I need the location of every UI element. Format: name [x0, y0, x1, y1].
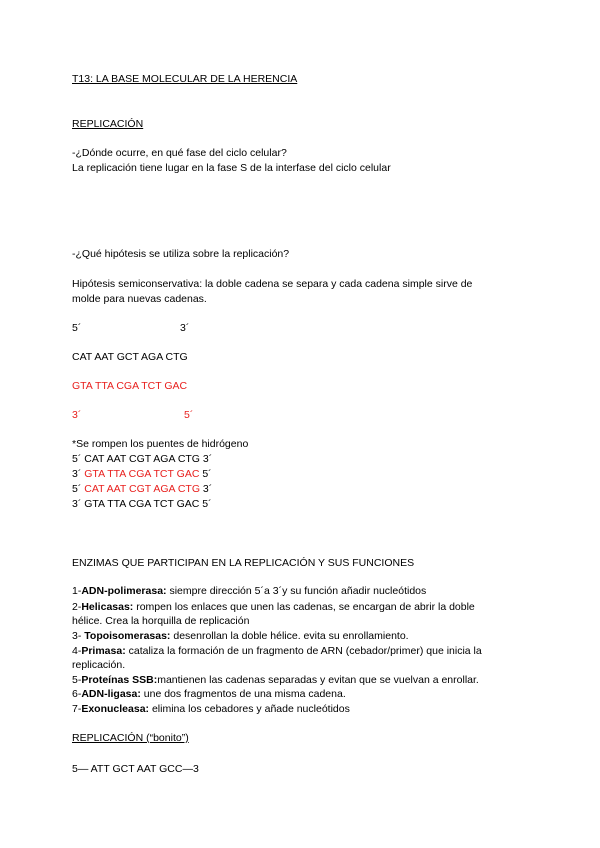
enzymes-heading: ENZIMAS QUE PARTICIPAN EN LA REPLICACIÓN Y SUS FUNCIONES: [72, 557, 415, 569]
replication-line-2-start: 3´: [72, 468, 85, 480]
enzyme-2-desc: rompen los enlaces que unen las cadenas, se encargan de abrir la doble: [133, 601, 475, 613]
enzyme-4: [72, 645, 482, 658]
enzyme-1-desc: siempre dirección 5´a 3´y su función añadir nucleótidos: [166, 585, 427, 597]
enzyme-1: [72, 585, 426, 598]
section-heading-replicacion: REPLICACIÓN: [72, 118, 144, 130]
strand-complement: GTA TTA CGA TCT GAC: [72, 380, 188, 392]
hydrogen-bond-note: *Se rompen los puentes de hidrógeno: [72, 438, 249, 450]
enzyme-6: [72, 688, 346, 701]
enzyme-2-number: 2-: [72, 601, 82, 613]
enzyme-5-name: Proteínas SSB:: [81, 674, 158, 686]
replication-line-3-end: 3´: [200, 483, 213, 495]
replication-line-3: [72, 483, 212, 496]
enzyme-5-number: 5-: [72, 674, 82, 686]
enzyme-4-desc: cataliza la formación de un fragmento de ARN (cebador/primer) que inicia la: [125, 645, 482, 657]
enzyme-1-name: ADN-polimerasa:: [81, 585, 167, 597]
enzyme-4-name: Primasa:: [81, 645, 126, 657]
enzyme-4-continued: replicación.: [72, 659, 126, 671]
enzyme-3-name: Topoisomerasas:: [84, 630, 171, 642]
question-2: -¿Qué hipótesis se utiliza sobre la replicación?: [72, 248, 290, 260]
enzyme-1-number: 1-: [72, 585, 82, 597]
answer-2-line-2: molde para nuevas cadenas.: [72, 293, 207, 305]
strand-top-5-prime: 5´: [72, 322, 82, 334]
enzyme-3-number: 3-: [72, 630, 85, 642]
replication-line-4: 3´ GTA TTA CGA TCT GAC 5´: [72, 498, 212, 510]
enzyme-6-desc: une dos fragmentos de una misma cadena.: [140, 688, 346, 700]
strand-sequence: CAT AAT GCT AGA CTG: [72, 351, 188, 363]
strand-bottom-5-prime: 5´: [184, 409, 194, 421]
question-1: -¿Dónde ocurre, en qué fase del ciclo celular?: [72, 147, 287, 159]
enzyme-5: [72, 674, 479, 687]
replication-line-3-start: 5´: [72, 483, 85, 495]
enzyme-7-name: Exonucleasa:: [81, 703, 150, 715]
enzyme-6-name: ADN-ligasa:: [81, 688, 141, 700]
section-heading-replicacion-bonito: REPLICACIÓN (“bonito”): [72, 732, 189, 744]
bonito-sequence: 5— ATT GCT AAT GCC—3: [72, 763, 199, 775]
enzyme-7-desc: elimina los cebadores y añade nucleótidos: [149, 703, 350, 715]
enzyme-2-continued: hélice. Crea la horquilla de replicación: [72, 615, 250, 627]
answer-2-line-1: Hipótesis semiconservativa: la doble cadena se separa y cada cadena simple sirve de: [72, 278, 473, 290]
enzyme-3-desc: desenrollan la doble hélice. evita su enrollamiento.: [170, 630, 409, 642]
enzyme-5-desc: mantienen las cadenas separadas y evitan que se vuelvan a enrollar.: [157, 674, 479, 686]
replication-line-1: 5´ CAT AAT CGT AGA CTG 3´: [72, 453, 213, 465]
enzyme-4-number: 4-: [72, 645, 82, 657]
replication-line-3-red: CAT AAT CGT AGA CTG: [84, 483, 200, 495]
strand-bottom-3-prime: 3´: [72, 409, 82, 421]
enzyme-6-number: 6-: [72, 688, 82, 700]
replication-line-2: [72, 468, 212, 481]
strand-top-3-prime: 3´: [180, 322, 190, 334]
page-title: T13: LA BASE MOLECULAR DE LA HERENCIA: [72, 73, 298, 85]
enzyme-7-number: 7-: [72, 703, 82, 715]
enzyme-7: [72, 703, 350, 716]
replication-line-2-end: 5´: [199, 468, 212, 480]
answer-1: La replicación tiene lugar en la fase S de la interfase del ciclo celular: [72, 162, 391, 174]
enzyme-2-name: Helicasas:: [81, 601, 134, 613]
enzyme-3: [72, 630, 409, 643]
enzyme-2: [72, 601, 475, 614]
replication-line-2-red: GTA TTA CGA TCT GAC: [84, 468, 200, 480]
